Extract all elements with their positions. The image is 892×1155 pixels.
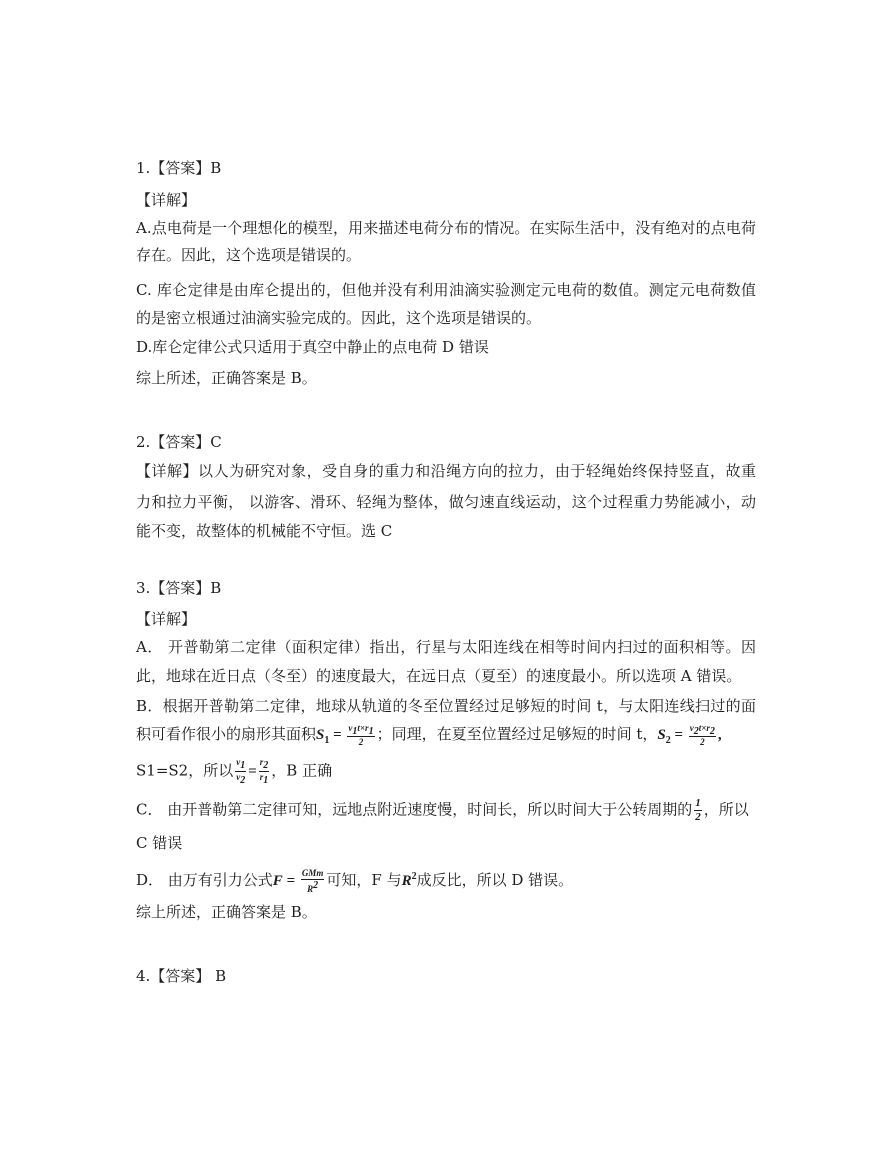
q3-option-c-line1: [136, 798, 749, 823]
s2-area-formula: $S_2$ = $\frac{v_2t\times r_2}{2}$ ,: [657, 722, 722, 748]
q2-detail-line1: 【详解】以人为研究对象，受自身的重力和沿绳方向的拉力，由于轻绳始终保持竖直，故重: [136, 462, 756, 480]
q1-option-a-line2: 存在。因此，这个选项是错误的。: [136, 246, 362, 264]
q3-d-text-pre: D． 由万有引力公式: [136, 871, 273, 889]
q3-c-line1-post: ，所以: [703, 800, 749, 819]
q3-b-line3-post: ，B 正确: [271, 761, 333, 780]
q2-detail-line3: 能不变，故整体的机械能不守恒。选 C: [136, 522, 393, 540]
q3-option-c-line2: C 错误: [136, 834, 183, 852]
q1-summary: 综上所述，正确答案是 B。: [136, 369, 317, 387]
s1-area-formula: $S_1$ = $\frac{v_1t\times r_1}{2}$: [316, 722, 374, 748]
q3-option-b-line3: S1=S2，所以 $\frac{v_1}{v_2}$ = $\frac{r_2}{r_1}$ ，B 正确: [136, 757, 333, 786]
q1-answer: 1.【答案】B: [136, 159, 222, 177]
q1-option-d: D.库仑定律公式只适用于真空中静止的点电荷 D 错误: [136, 338, 489, 356]
q1-option-a-line1: A.点电荷是一个理想化的模型，用来描述电荷分布的情况。在实际生活中，没有绝对的点电荷: [136, 219, 756, 237]
q3-option-b-line2: [136, 723, 722, 752]
q3-b-line2-mid: ；同理，在夏至位置经过足够短的时间 t，: [376, 725, 658, 743]
q2-detail-line2: 力和拉力平衡， 以游客、滑环、轻绳为整体，做匀速直线运动，这个过程重力势能减小，动: [136, 493, 756, 511]
q3-b-line2-text: 积可看作很小的扇形其面积: [136, 725, 317, 743]
q3-option-a-line2: 此，地球在近日点（冬至）的速度最大，在远日点（夏至）的速度最小。所以选项 A 错误。: [136, 667, 742, 685]
q3-option-a-line1: A． 开普勒第二定律（面积定律）指出，行星与太阳连线在相等时间内扫过的面积相等。因: [136, 638, 756, 656]
q3-detail-label: 【详解】: [136, 610, 197, 628]
q2-answer: 2.【答案】C: [136, 433, 222, 451]
q3-b-line3-text: S1=S2，所以: [136, 761, 234, 780]
q1-detail-label: 【详解】: [136, 191, 197, 209]
r-squared-symbol: $R^2$: [401, 871, 417, 889]
q3-d-text-mid1: 可知，F 与: [326, 871, 402, 889]
q3-summary: 综上所述，正确答案是 B。: [136, 903, 317, 921]
velocity-ratio-formula: $\frac{v_1}{v_2}$: [236, 757, 246, 786]
gravitation-formula: F = $\frac{\text{GMm}}{R^2}$: [272, 868, 324, 895]
q3-option-d: [136, 866, 573, 894]
q1-option-c-line1: C. 库仑定律是由库仑提出的，但他并没有利用油滴实验测定元电荷的数值。测定元电荷数值: [136, 281, 756, 299]
q3-answer: 3.【答案】B: [136, 579, 222, 597]
half-fraction: $\frac{1}{2}$: [695, 797, 701, 823]
q1-option-c-line2: 的是密立根通过油滴实验完成的。因此，这个选项是错误的。: [136, 309, 542, 327]
q3-option-b-line1: B．根据开普勒第二定律，地球从轨道的冬至位置经过足够短的时间 t，与太阳连线扫过的面: [136, 697, 756, 715]
radius-ratio-formula: $\frac{r_2}{r_1}$: [259, 757, 269, 786]
q3-c-line1-text: C． 由开普勒第二定律可知，远地点附近速度慢，时间长，所以时间大于公转周期的: [136, 800, 693, 819]
q4-answer: 4.【答案】 B: [136, 967, 227, 985]
q3-d-text-mid2: 成反比，所以 D 错误。: [416, 871, 574, 889]
